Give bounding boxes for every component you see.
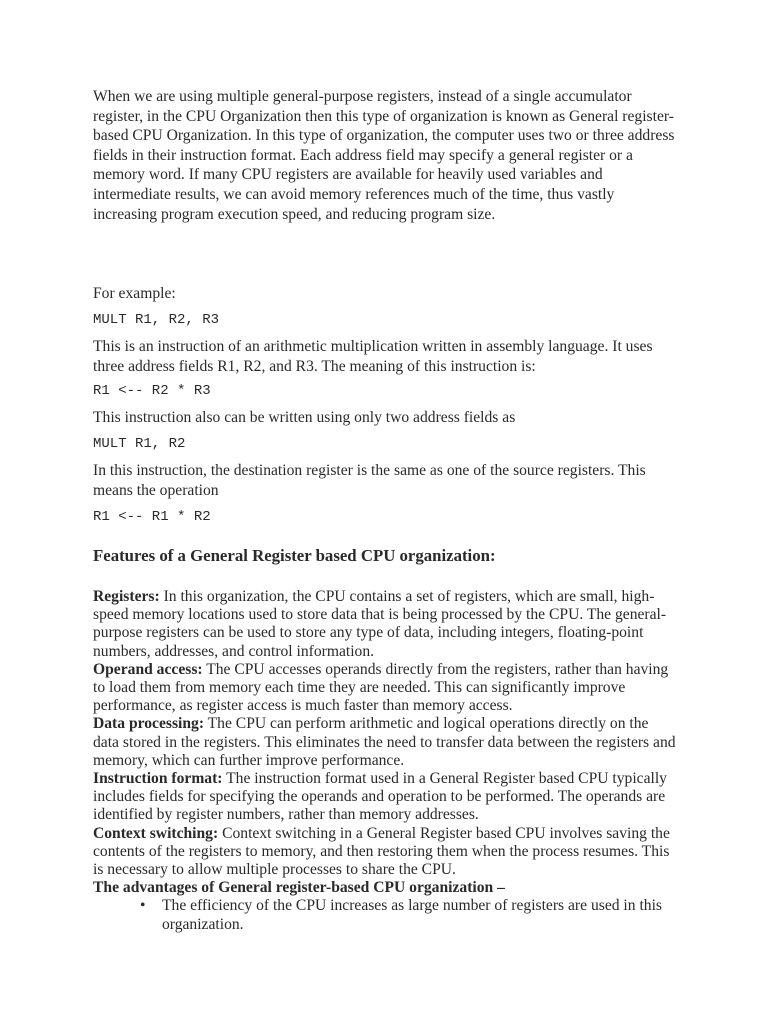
explain-paragraph-3: In this instruction, the destination register is the same as one of the source registers. This means the operation (93, 462, 646, 499)
feature-term: Data processing: (93, 715, 205, 733)
example-label: For example: (93, 285, 176, 302)
features-heading: Features of a General Register based CPU organization: (93, 546, 496, 565)
code-line-r1-r2-r3: R1 <-- R2 * R3 (93, 383, 211, 399)
feature-operand-access (93, 661, 678, 716)
feature-term: Registers: (93, 588, 160, 605)
feature-context-switching (93, 825, 678, 880)
advantage-text: The efficiency of the CPU increases as large number of registers are used in this organization. (162, 897, 662, 933)
feature-text: In this organization, the CPU contains a set of registers, which are small, high-speed memory locations used to store data that is being processed by the CPU. The general-purpose registers can be used to store any type of data, including integers, floating-point numbers, addresses, and control information. (93, 588, 667, 660)
advantages-heading (93, 879, 678, 897)
feature-term: Context switching: (93, 824, 219, 842)
advantages-heading-text: The advantages of General register-based CPU organization – (93, 879, 505, 897)
feature-text: The instruction format used in a General Register based CPU typically includes fields for specifying the operands and operation to be performed. The operands are identified by register numbers, rather than memory addresses. (93, 770, 667, 824)
feature-text: The CPU can perform arithmetic and logical operations directly on the data stored in the registers. This eliminates the need to transfer data between the registers and memory, which can further improve performance. (93, 715, 676, 769)
bullet-icon: • (140, 897, 146, 914)
code-line-mult-two-address: MULT R1, R2 (93, 436, 186, 452)
code-line-r1-r1-r2: R1 <-- R1 * R2 (93, 509, 211, 525)
feature-text: Context switching in a General Register based CPU involves saving the contents of the registers to memory, and then restoring them when the process resumes. This is necessary to allow multiple processes to share the CPU. (93, 824, 670, 879)
feature-registers (93, 588, 678, 661)
intro-paragraph: When we are using multiple general-purpose registers, instead of a single accumulator register, in the CPU Organization then this type of organization is known as General register-based CPU Organization. In this type of organization, the computer uses two or three address fields in their instruction format. Each address field may specify a general register or a memory word. If many CPU registers are available for heavily used variables and intermediate results, we can avoid memory references much of the time, thus vastly increasing program execution speed, and reducing program size. (93, 88, 675, 223)
feature-term: Operand access: (93, 660, 203, 678)
features-list (93, 588, 678, 897)
feature-term: Instruction format: (93, 770, 223, 788)
feature-instruction-format (93, 770, 678, 825)
explain-paragraph-2: This instruction also can be written using only two address fields as (93, 409, 516, 426)
feature-text: The CPU accesses operands directly from the registers, rather than having to load them from memory each time they are needed. This can significantly improve performance, as register access is much faster than memory access. (93, 660, 669, 715)
feature-data-processing (93, 715, 678, 770)
code-line-mult-three-address: MULT R1, R2, R3 (93, 312, 220, 328)
explain-paragraph-1: This is an instruction of an arithmetic multiplication written in assembly language. It uses three address fields R1, R2, and R3. The meaning of this instruction is: (93, 338, 653, 375)
